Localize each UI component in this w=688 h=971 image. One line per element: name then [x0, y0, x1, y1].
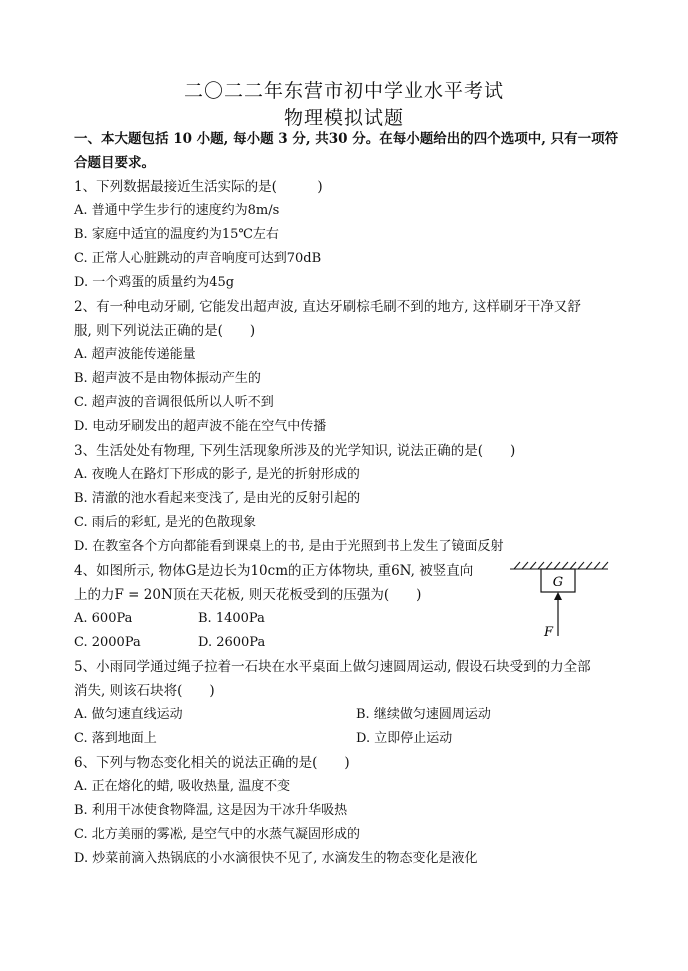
- question-5-option-a: A. 做匀速直线运动: [74, 707, 183, 722]
- question-3-stem: 3、生活处处有物理, 下列生活现象所涉及的光学知识, 说法正确的是( ): [74, 443, 516, 459]
- question-6-option-b: B. 利用干冰使食物降温, 这是因为干冰升华吸热: [74, 803, 348, 818]
- question-6-option-d: D. 炒菜前滴入热锅底的小水滴很快不见了, 水滴发生的物态变化是液化: [74, 851, 478, 866]
- question-4-option-a: A. 600Pa: [74, 611, 133, 626]
- exam-subtitle: 物理模拟试题: [283, 107, 404, 129]
- exam-title: 二〇二二年东营市初中学业水平考试: [183, 80, 504, 102]
- question-1-option-b: B. 家庭中适宜的温度约为15℃左右: [74, 227, 279, 242]
- question-1-stem: 1、下列数据最接近生活实际的是( ): [74, 179, 323, 195]
- question-5-option-d: D. 立即停止运动: [356, 731, 453, 746]
- ceiling-hatching: [510, 562, 608, 569]
- force-arrow-head: [554, 592, 562, 600]
- section-instruction-line-2: 合题目要求。: [74, 155, 155, 171]
- block-label: G: [552, 575, 564, 590]
- question-6-option-c: C. 北方美丽的雾凇, 是空气中的水蒸气凝固形成的: [74, 827, 361, 842]
- question-5-stem-line-2: 消失, 则该石块将( ): [74, 683, 215, 699]
- question-2-option-d: D. 电动牙刷发出的超声波不能在空气中传播: [74, 419, 327, 434]
- section-instruction-line-1: 一、本大题包括 10 小题, 每小题 3 分, 共30 分。在每小题给出的四个选项中, 只有一项符: [74, 131, 619, 147]
- question-1-option-d: D. 一个鸡蛋的质量约为45g: [74, 275, 235, 290]
- question-4-stem-line-2: 上的力F = 20N顶在天花板, 则天花板受到的压强为( ): [74, 587, 422, 603]
- question-6-stem: 6、下列与物态变化相关的说法正确的是( ): [74, 755, 350, 771]
- question-5-stem-line-1: 5、小雨同学通过绳子拉着一石块在水平桌面上做匀速圆周运动, 假设石块受到的力全部: [74, 659, 591, 675]
- question-3-option-a: A. 夜晚人在路灯下形成的影子, 是光的折射形成的: [74, 467, 360, 482]
- question-4-option-b: B. 1400Pa: [198, 611, 265, 626]
- question-4-option-d: D. 2600Pa: [198, 635, 266, 650]
- question-5-option-b: B. 继续做匀速圆周运动: [356, 707, 491, 722]
- ceiling-block-force-figure: [508, 560, 610, 640]
- question-6-option-a: A. 正在熔化的蜡, 吸收热量, 温度不变: [74, 779, 291, 794]
- question-2-option-a: A. 超声波能传递能量: [74, 347, 196, 362]
- question-4-stem-line-1: 4、如图所示, 物体G是边长为10cm的正方体物块, 重6N, 被竖直向: [74, 563, 474, 579]
- question-4-option-c: C. 2000Pa: [74, 635, 141, 650]
- question-2-option-c: C. 超声波的音调很低所以人听不到: [74, 395, 274, 410]
- question-3-option-b: B. 清澈的池水看起来变浅了, 是由光的反射引起的: [74, 491, 361, 506]
- question-3-option-c: C. 雨后的彩虹, 是光的色散现象: [74, 515, 257, 530]
- question-5-option-c: C. 落到地面上: [74, 731, 157, 746]
- question-2-stem-line-2: 服, 则下列说法正确的是( ): [74, 323, 256, 339]
- question-2-stem-line-1: 2、有一种电动牙刷, 它能发出超声波, 直达牙刷棕毛刷不到的地方, 这样刷牙干净又舒: [74, 299, 581, 315]
- question-1-option-c: C. 正常人心脏跳动的声音响度可达到70dB: [74, 251, 322, 266]
- question-1-option-a: A. 普通中学生步行的速度约为8m/s: [74, 203, 280, 218]
- force-label: F: [544, 625, 554, 640]
- question-3-option-d: D. 在教室各个方向都能看到课桌上的书, 是由于光照到书上发生了镜面反射: [74, 539, 504, 554]
- question-2-option-b: B. 超声波不是由物体振动产生的: [74, 371, 261, 386]
